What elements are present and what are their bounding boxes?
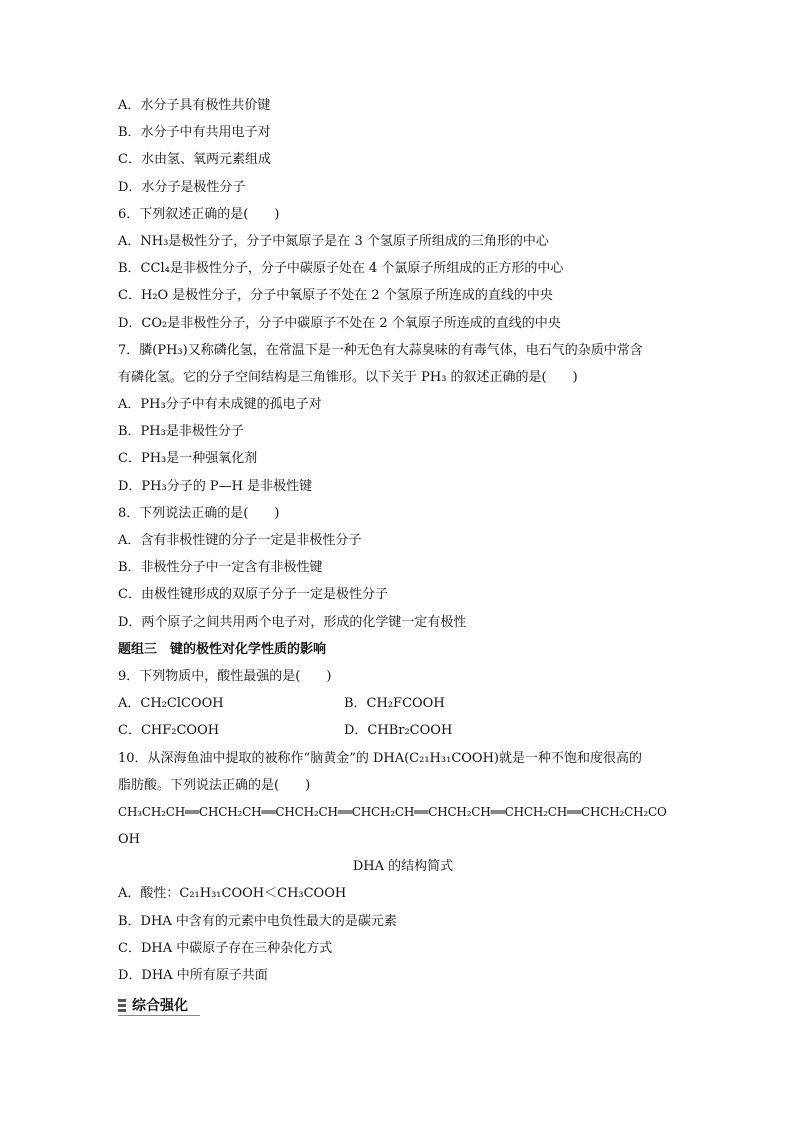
question-8: 8．下列说法正确的是( ) bbox=[118, 505, 280, 521]
q9-options-row-1 bbox=[118, 690, 678, 717]
q7-option-a: A．PH₃分子中有未成键的孤电子对 bbox=[118, 397, 322, 413]
section-header bbox=[118, 995, 200, 1016]
q10-option-b: B．DHA 中含有的元素中电负性最大的是碳元素 bbox=[118, 913, 397, 929]
q10-option-d: D．DHA 中所有原子共面 bbox=[118, 968, 268, 983]
group-heading: 题组三 键的极性对化学性质的影响 bbox=[118, 641, 327, 657]
question-7-cont: 有磷化氢。它的分子空间结构是三角锥形。以下关于 PH₃ 的叙述正确的是( ) bbox=[118, 369, 578, 385]
dha-formula-line-1: CH₃CH₂CH══CHCH₂CH══CHCH₂CH══CHCH₂CH══CHCH₂CH══CHCH₂CH══CHCH₂CH₂CO bbox=[118, 804, 667, 819]
question-7: 7．膦(PH₃)又称磷化氢，在常温下是一种无色有大蒜臭味的有毒气体，电石气的杂质中常含 bbox=[118, 342, 643, 358]
option-c: C．水由氢、氧两元素组成 bbox=[118, 152, 271, 168]
bar-icon bbox=[118, 999, 126, 1012]
q7-option-b: B．PH₃是非极性分子 bbox=[118, 424, 244, 440]
q10-option-c: C．DHA 中碳原子存在三种杂化方式 bbox=[118, 940, 333, 956]
q9-option-b: B．CH₂FCOOH bbox=[344, 696, 445, 712]
q8-option-d: D．两个原子之间共用两个电子对，形成的化学键一定有极性 bbox=[118, 614, 467, 630]
q8-option-c: C．由极性键形成的双原子分子一定是极性分子 bbox=[118, 587, 388, 603]
q6-option-a: A．NH₃是极性分子，分子中氮原子是在 3 个氢原子所组成的三角形的中心 bbox=[118, 233, 549, 249]
q9-option-a: A．CH₂ClCOOH bbox=[118, 696, 224, 712]
q8-option-b: B．非极性分子中一定含有非极性键 bbox=[118, 560, 323, 576]
dha-formula-line-2: OH bbox=[118, 832, 140, 848]
question-10-cont: 脂肪酸。下列说法正确的是( ) bbox=[118, 777, 311, 793]
question-10: 10．从深海鱼油中提取的被称作“脑黄金”的 DHA(C₂₁H₃₁COOH)就是一种不饱和度很高的 bbox=[118, 750, 642, 766]
option-d: D．水分子是极性分子 bbox=[118, 179, 246, 195]
q10-option-a: A．酸性：C₂₁H₃₁COOH＜CH₃COOH bbox=[118, 886, 347, 902]
question-9: 9．下列物质中，酸性最强的是( ) bbox=[118, 668, 332, 684]
q6-option-d: D．CO₂是非极性分子，分子中碳原子不处在 2 个氧原子所连成的直线的中央 bbox=[118, 315, 561, 331]
formula-caption: DHA 的结构简式 bbox=[352, 859, 454, 875]
q9-option-c: C．CHF₂COOH bbox=[118, 723, 220, 739]
question-6: 6．下列叙述正确的是( ) bbox=[118, 206, 280, 222]
section-title: 综合强化 bbox=[132, 998, 188, 1014]
q9-options-row-2 bbox=[118, 717, 678, 744]
option-b: B．水分子中有共用电子对 bbox=[118, 125, 271, 141]
q7-option-d: D．PH₃分子的 P—H 是非极性键 bbox=[118, 478, 313, 494]
q6-option-b: B．CCl₄是非极性分子，分子中碳原子处在 4 个氯原子所组成的正方形的中心 bbox=[118, 261, 564, 277]
option-a: A．水分子具有极性共价键 bbox=[118, 98, 271, 113]
q9-option-d: D．CHBr₂COOH bbox=[344, 723, 453, 739]
q7-option-c: C．PH₃是一种强氧化剂 bbox=[118, 451, 258, 467]
q8-option-a: A．含有非极性键的分子一定是非极性分子 bbox=[118, 533, 362, 548]
q6-option-c: C．H₂O 是极性分子，分子中氧原子不处在 2 个氢原子所连成的直线的中央 bbox=[118, 288, 553, 304]
document-body bbox=[118, 92, 678, 989]
